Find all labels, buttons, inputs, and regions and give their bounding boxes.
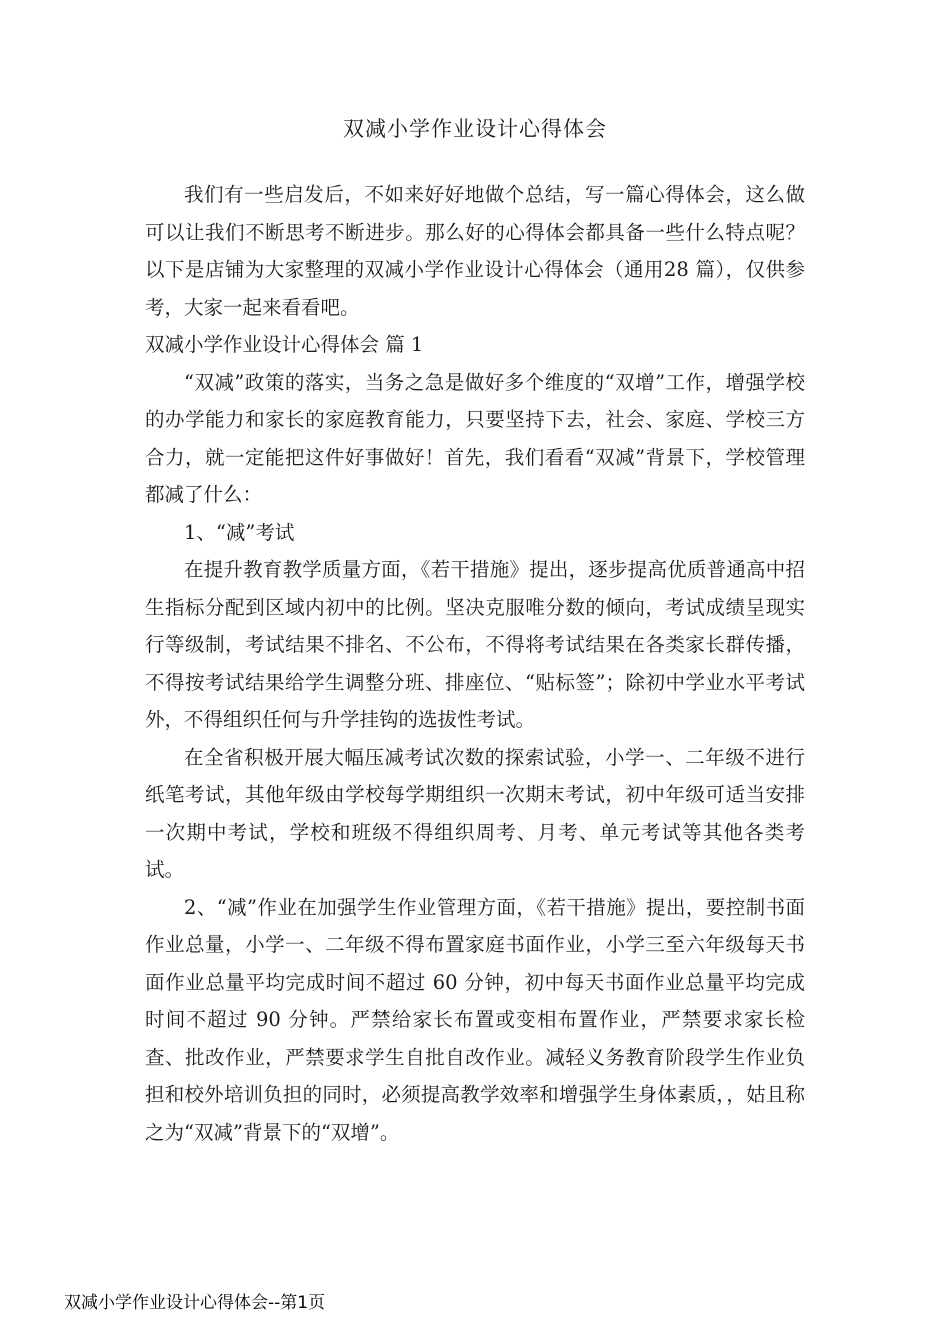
document-body — [145, 176, 805, 1151]
subheading-paragraph: 1、“减”考试 — [184, 520, 295, 544]
body-paragraph: 在全省积极开展大幅压减考试次数的探索试验，小学一、二年级不进行纸笔考试，其他年级由学校每学期组织一次期末考试，初中年级可适当安排一次期中考试，学校和班级不得组织周考、月考、单元考试等其他各类考试。 — [145, 745, 805, 881]
body-paragraph: 2、“减”作业在加强学生作业管理方面，《若干措施》提出，要控制书面作业总量，小学一、二年级不得布置家庭书面作业，小学三至六年级每天书面作业总量平均完成时间不超过 60 分钟，初中每天书面作业总量平均完成时间不超过 90 分钟。严禁给家长布置或变相布置作业，严禁要求家长检查、批改作业，严禁要求学生自批自改作业。减轻义务教育阶段学生作业负担和校外培训负担的同时，必须提高教学效率和增强学生身体素质，，姑且称之为“双减”背景下的“双增”。 — [145, 895, 805, 1144]
body-paragraph: “双减”政策的落实，当务之急是做好多个维度的“双增”工作，增强学校的办学能力和家长的家庭教育能力，只要坚持下去，社会、家庭、学校三方合力，就一定能把这件好事做好！首先，我们看看“双减”背景下，学校管理都减了什么： — [145, 370, 805, 506]
page-footer: 双减小学作业设计心得体会--第1页 — [64, 1293, 326, 1313]
intro-paragraph: 我们有一些启发后，不如来好好地做个总结，写一篇心得体会，这么做可以让我们不断思考不断进步。那么好的心得体会都具备一些什么特点呢？以下是店铺为大家整理的双减小学作业设计心得体会（通用28 篇），仅供参考，大家一起来看看吧。 — [145, 183, 805, 319]
body-paragraph: 在提升教育教学质量方面，《若干措施》提出，逐步提高优质普通高中招生指标分配到区域内初中的比例。坚决克服唯分数的倾向，考试成绩呈现实行等级制，考试结果不排名、不公布，不得将考试结果在各类家长群传播，不得按考试结果给学生调整分班、排座位、“贴标签”；除初中学业水平考试外，不得组织任何与升学挂钩的选拔性考试。 — [145, 558, 805, 731]
section-heading: 双减小学作业设计心得体会 篇 1 — [145, 333, 424, 356]
page-title: 双减小学作业设计心得体会 — [343, 117, 607, 141]
